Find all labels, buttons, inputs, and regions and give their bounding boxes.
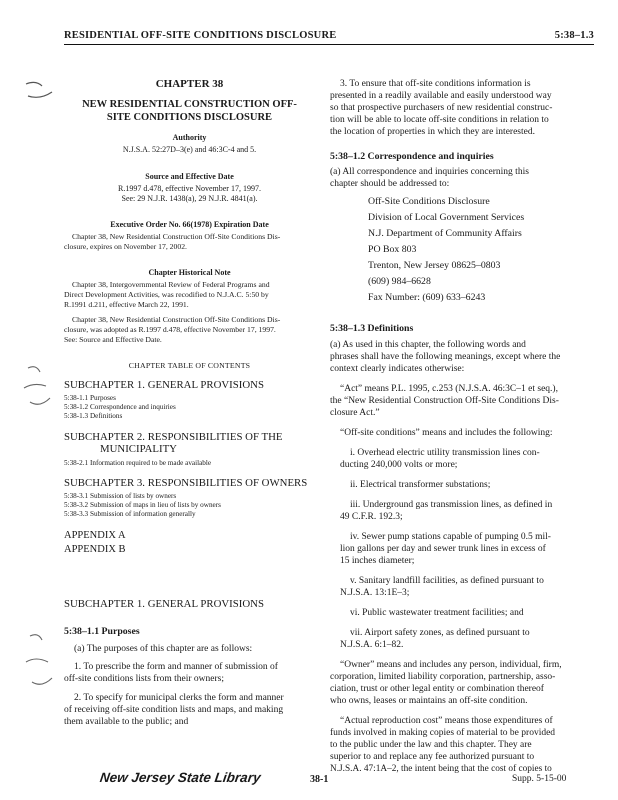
toc-subchapter: SUBCHAPTER 3. RESPONSIBILITIES OF OWNERS — [64, 477, 308, 489]
toc-subchapter: SUBCHAPTER 2. RESPONSIBILITIES OF THE — [64, 431, 283, 443]
section-heading: 5:38–1.3 Definitions — [330, 323, 414, 334]
executive-order-text: closure, expires on November 17, 2002. — [64, 242, 187, 251]
historical-note-text: R.1991 d.211, effective March 22, 1991. — [64, 300, 189, 309]
chapter-title-line2: SITE CONDITIONS DISCLOSURE — [106, 112, 273, 123]
header-title: RESIDENTIAL OFF-SITE CONDITIONS DISCLOSURE — [64, 30, 337, 41]
executive-order-text: Chapter 38, New Residential Construction Off-Site Conditions Dis- — [72, 232, 281, 241]
paragraph: chapter should be addressed to: — [330, 179, 450, 189]
toc-entry: 5:38-1.2 Correspondence and inquiries — [64, 403, 176, 411]
paragraph: (a) As used in this chapter, the following words and — [330, 340, 526, 350]
list-item: so that prospective purchasers of new residential construc- — [330, 103, 553, 113]
historical-note-heading: Chapter Historical Note — [148, 268, 231, 277]
authority-heading: Authority — [172, 133, 207, 142]
definition: ciation, trust or other legal entity or combination thereof — [330, 684, 544, 694]
definition: “Actual reproduction cost” means those expenditures of — [340, 716, 553, 726]
running-header — [64, 30, 594, 44]
source-heading: Source and Effective Date — [145, 172, 234, 181]
toc-appendix: APPENDIX B — [64, 544, 126, 555]
historical-note-text: Direct Development Activities, was recodified to N.J.A.C. 5:50 by — [64, 290, 269, 299]
page-number: 38-1 — [310, 774, 329, 785]
definition-item: N.J.S.A. 6:1–82. — [340, 640, 404, 650]
list-item: 2. To specify for municipal clerks the form and manner — [74, 693, 284, 703]
margin-mark — [20, 362, 54, 412]
chapter-title-line1: NEW RESIDENTIAL CONSTRUCTION OFF- — [82, 99, 297, 110]
definition: the “New Residential Construction Off-Site Conditions Dis- — [330, 396, 559, 406]
source-line: See: 29 N.J.R. 1438(a), 29 N.J.R. 4841(a). — [121, 194, 258, 203]
definition-item: ii. Electrical transformer substations; — [350, 480, 491, 490]
toc-entry: 5:38-1.1 Purposes — [64, 394, 116, 402]
margin-mark — [22, 78, 56, 102]
list-item: the location of properties in which they are interested. — [330, 127, 535, 137]
toc-heading: CHAPTER TABLE OF CONTENTS — [128, 361, 251, 370]
definition-item: 49 C.F.R. 192.3; — [340, 512, 403, 522]
definition-item: lion gallons per day and sewer trunk lines in excess of — [340, 544, 546, 554]
historical-note-text: closure, was adopted as R.1997 d.478, effective November 17, 1997. — [64, 325, 276, 334]
paragraph: (a) The purposes of this chapter are as follows: — [74, 644, 253, 654]
header-rule — [64, 44, 594, 45]
section-heading: 5:38–1.2 Correspondence and inquiries — [330, 151, 494, 162]
address-line: Trenton, New Jersey 08625–0803 — [368, 260, 501, 271]
historical-note-text: See: Source and Effective Date. — [64, 335, 162, 344]
definition-item: vi. Public wastewater treatment facilities; and — [350, 608, 524, 618]
definition-item: 15 inches diameter; — [340, 556, 415, 566]
definition: “Act” means P.L. 1995, c.253 (N.J.S.A. 46:3C–1 et seq.), — [340, 384, 558, 394]
list-item: 3. To ensure that off-site conditions information is — [340, 79, 531, 89]
address-line: Off-Site Conditions Disclosure — [368, 196, 490, 207]
definition: corporation, limited liability corporation, partnership, asso- — [330, 672, 556, 682]
toc-subchapter: SUBCHAPTER 1. GENERAL PROVISIONS — [64, 379, 264, 391]
toc-entry: 5:38-1.3 Definitions — [64, 412, 123, 420]
toc-entry: 5:38-3.3 Submission of information generally — [64, 510, 196, 518]
definition-item: v. Sanitary landfill facilities, as defined pursuant to — [350, 576, 544, 586]
toc-entry: 5:38-3.2 Submission of maps in lieu of lists by owners — [64, 501, 221, 509]
list-item: of receiving off-site condition lists and maps, and making — [64, 705, 284, 715]
toc-entry: 5:38-2.1 Information required to be made available — [64, 459, 212, 467]
address-line: PO Box 803 — [368, 244, 417, 255]
definition: closure Act.” — [330, 408, 380, 418]
margin-mark — [22, 632, 56, 692]
definition: superior to and replace any fee authorized pursuant to — [330, 752, 535, 762]
definition: “Off-site conditions” means and includes the following: — [340, 428, 553, 438]
header-section-number: 5:38–1.3 — [554, 30, 594, 41]
list-item: off-site conditions lists from their owners; — [64, 674, 224, 684]
list-item: tion will be able to locate off-site conditions in relation to — [330, 115, 549, 125]
definition: “Owner” means and includes any person, individual, firm, — [340, 660, 562, 670]
list-item: them available to the public; and — [64, 717, 189, 727]
toc-appendix: APPENDIX A — [64, 530, 126, 541]
definition: N.J.S.A. 47:1A–2, the intent being that the cost of copies to — [330, 764, 552, 774]
library-stamp: New Jersey State Library — [98, 770, 262, 785]
paragraph: context clearly indicates otherwise: — [330, 364, 465, 374]
definition: who owns, leases or maintains an off-site condition. — [330, 696, 528, 706]
definition-item: vii. Airport safety zones, as defined pursuant to — [350, 628, 530, 638]
supplement-date: Supp. 5-15-00 — [512, 774, 567, 784]
definition-item: N.J.S.A. 13:1E–3; — [340, 588, 410, 598]
address-line: Fax Number: (609) 633–6243 — [368, 292, 486, 303]
definition-item: iv. Sewer pump stations capable of pumping 0.5 mil- — [350, 532, 551, 542]
source-line: R.1997 d.478, effective November 17, 1997. — [118, 184, 261, 193]
definition-item: ducting 240,000 volts or more; — [340, 460, 458, 470]
list-item: 1. To prescribe the form and manner of submission of — [74, 662, 278, 672]
address-line: N.J. Department of Community Affairs — [368, 228, 522, 239]
definition-item: iii. Underground gas transmission lines, as defined in — [350, 500, 553, 510]
address-line: Division of Local Government Services — [368, 212, 525, 223]
section-heading: 5:38–1.1 Purposes — [64, 626, 140, 637]
subchapter-heading: SUBCHAPTER 1. GENERAL PROVISIONS — [64, 598, 264, 610]
historical-note-text: Chapter 38, Intergovernmental Review of Federal Programs and — [72, 280, 270, 289]
executive-order-heading: Executive Order No. 66(1978) Expiration Date — [110, 220, 269, 229]
toc-entry: 5:38-3.1 Submission of lists by owners — [64, 492, 177, 500]
definition: to the public under the law and this chapter. They are — [330, 740, 532, 750]
historical-note-text: Chapter 38, New Residential Construction Off-Site Conditions Dis- — [72, 315, 281, 324]
definition: funds involved in making copies of material to be provided — [330, 728, 556, 738]
definition-item: i. Overhead electric utility transmission lines con- — [350, 448, 540, 458]
list-item: presented in a readily available and easily understood way — [330, 91, 552, 101]
address-line: (609) 984–6628 — [368, 276, 431, 287]
authority-text: N.J.S.A. 52:27D–3(e) and 46:3C-4 and 5. — [122, 145, 257, 154]
toc-subchapter: MUNICIPALITY — [100, 443, 177, 455]
paragraph: (a) All correspondence and inquiries concerning this — [330, 167, 529, 177]
paragraph: phrases shall have the following meanings, except where the — [330, 352, 561, 362]
chapter-number: CHAPTER 38 — [155, 78, 224, 90]
